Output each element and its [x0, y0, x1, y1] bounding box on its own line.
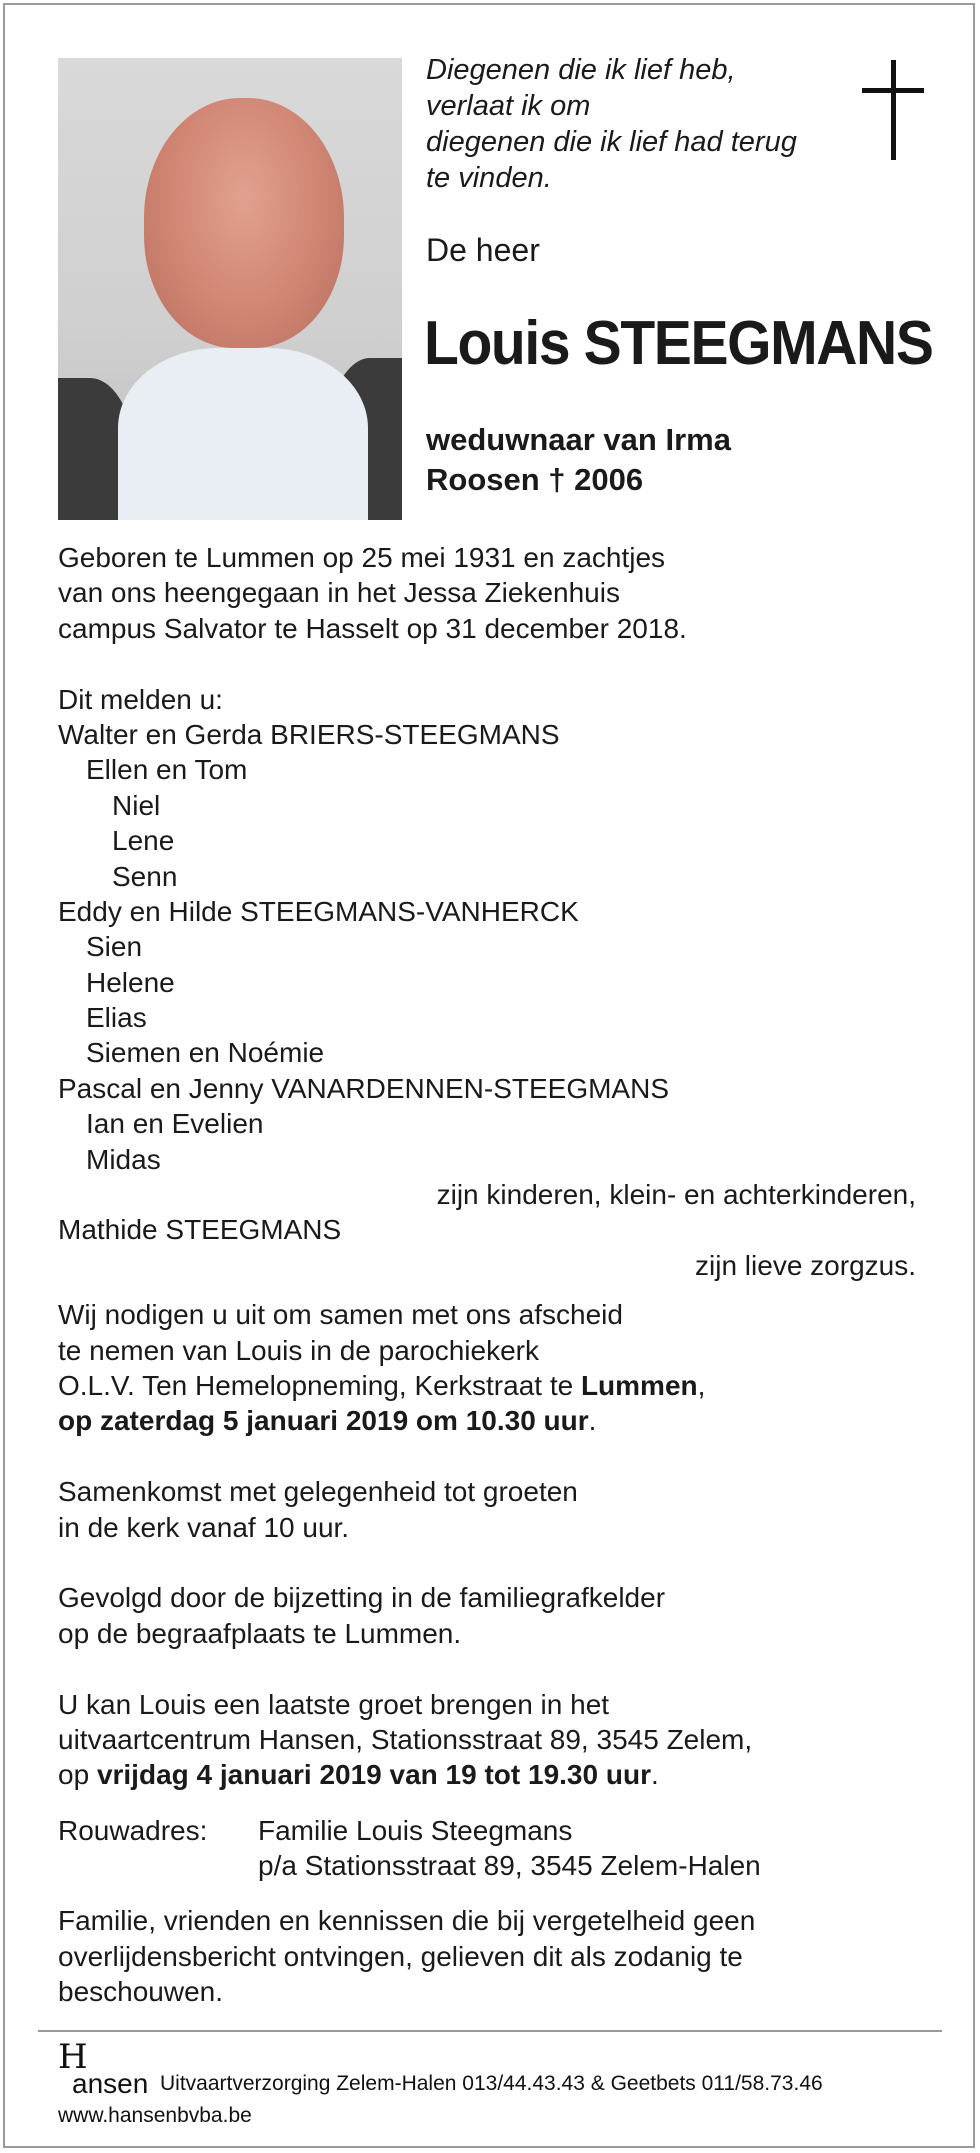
announcement-body — [58, 540, 938, 2010]
mourning-address — [58, 1813, 938, 1848]
cross-icon — [862, 60, 924, 160]
footer-divider — [38, 2030, 942, 2032]
invite-town: Lummen — [580, 1369, 698, 1401]
announce-intro: Dit melden u: — [58, 683, 223, 715]
invite-line: op zaterdag 5 januari 2019 om 10.30 uur. — [58, 1405, 597, 1437]
family-member: Midas — [86, 1143, 161, 1175]
visit-line: uitvaartcentrum Hansen, Stationsstraat 89, 3545 Zelem, — [58, 1723, 753, 1755]
widower-line: Roosen † 2006 — [426, 462, 644, 497]
funeral-datetime: op zaterdag 5 januari 2019 om 10.30 uur — [58, 1405, 589, 1437]
burial-line: Gevolgd door de bijzetting in de familiegrafkelder — [58, 1582, 666, 1614]
salutation: De heer — [426, 232, 540, 268]
burial-line: op de begraafplaats te Lummen. — [58, 1617, 462, 1649]
family-member: Elias — [86, 1002, 147, 1034]
footer-url[interactable]: www.hansenbvba.be — [58, 2104, 252, 2127]
gathering-line: in de kerk vanaf 10 uur. — [58, 1511, 350, 1543]
deceased-name: Louis STEEGMANS — [424, 309, 933, 378]
family-member: Walter en Gerda BRIERS-STEEGMANS — [58, 718, 560, 750]
family-member: Siemen en Noémie — [86, 1037, 325, 1069]
widower-note — [426, 420, 731, 500]
birth-line: campus Salvator te Hasselt op 31 december 2018. — [58, 612, 687, 644]
poem-line: verlaat ik om — [426, 90, 591, 122]
invite-line: Wij nodigen u uit om samen met ons afscheid — [58, 1299, 623, 1331]
sister-name: Mathide STEEGMANS — [58, 1214, 342, 1246]
photo-shirt — [118, 348, 368, 520]
family-member: Helene — [86, 966, 175, 998]
family-member: Ian en Evelien — [86, 1108, 264, 1140]
visit-line: op vrijdag 4 januari 2019 van 19 tot 19.30 uur. — [58, 1759, 659, 1791]
poem-line: te vinden. — [426, 162, 552, 194]
family-member: Lene — [112, 825, 175, 857]
portrait-photo — [58, 58, 402, 520]
family-member: Sien — [86, 931, 143, 963]
family-role: zijn kinderen, klein- en achterkinderen, — [436, 1179, 916, 1211]
address-line: p/a Stationsstraat 89, 3545 Zelem-Halen — [258, 1850, 761, 1882]
hansen-logo — [58, 2037, 149, 2099]
sister-role: zijn lieve zorgzus. — [695, 1249, 916, 1281]
closing-line: beschouwen. — [58, 1976, 224, 2008]
family-member: Niel — [112, 789, 161, 821]
logo-word: ansen — [72, 2068, 149, 2099]
poem-line: diegenen die ik lief had terug — [426, 126, 797, 158]
family-member: Pascal en Jenny VANARDENNEN-STEEGMANS — [58, 1072, 669, 1104]
birth-line: van ons heengegaan in het Jessa Ziekenhuis — [58, 577, 620, 609]
widower-line: weduwnaar van Irma — [426, 422, 731, 457]
family-member: Ellen en Tom — [86, 754, 248, 786]
closing-line: overlijdensbericht ontvingen, gelieven dit als zodanig te — [58, 1940, 743, 1972]
mourning-address — [58, 1848, 938, 1883]
poem-line: Diegenen die ik lief heb, — [426, 54, 736, 86]
logo-mark: H — [58, 2037, 88, 2077]
birth-line: Geboren te Lummen op 25 mei 1931 en zachtjes — [58, 542, 666, 573]
invite-line: O.L.V. Ten Hemelopneming, Kerkstraat te Lummen, — [58, 1369, 706, 1401]
family-member: Senn — [112, 860, 178, 892]
family-list — [58, 717, 938, 1177]
poem — [426, 52, 797, 196]
visit-datetime: vrijdag 4 januari 2019 van 19 tot 19.30 uur — [96, 1759, 651, 1791]
gathering-line: Samenkomst met gelegenheid tot groeten — [58, 1476, 578, 1508]
family-member: Eddy en Hilde STEEGMANS-VANHERCK — [58, 895, 579, 927]
photo-head — [144, 98, 344, 348]
closing-line: Familie, vrienden en kennissen die bij vergetelheid geen — [58, 1905, 756, 1937]
invite-line: te nemen van Louis in de parochiekerk — [58, 1334, 539, 1366]
footer-contact: Uitvaartverzorging Zelem-Halen 013/44.43.43 & Geetbets 011/58.73.46 — [160, 2072, 823, 2095]
address-line: Familie Louis Steegmans — [258, 1814, 573, 1846]
visit-line: U kan Louis een laatste groet brengen in het — [58, 1688, 610, 1720]
address-label: Rouwadres: — [58, 1814, 208, 1846]
